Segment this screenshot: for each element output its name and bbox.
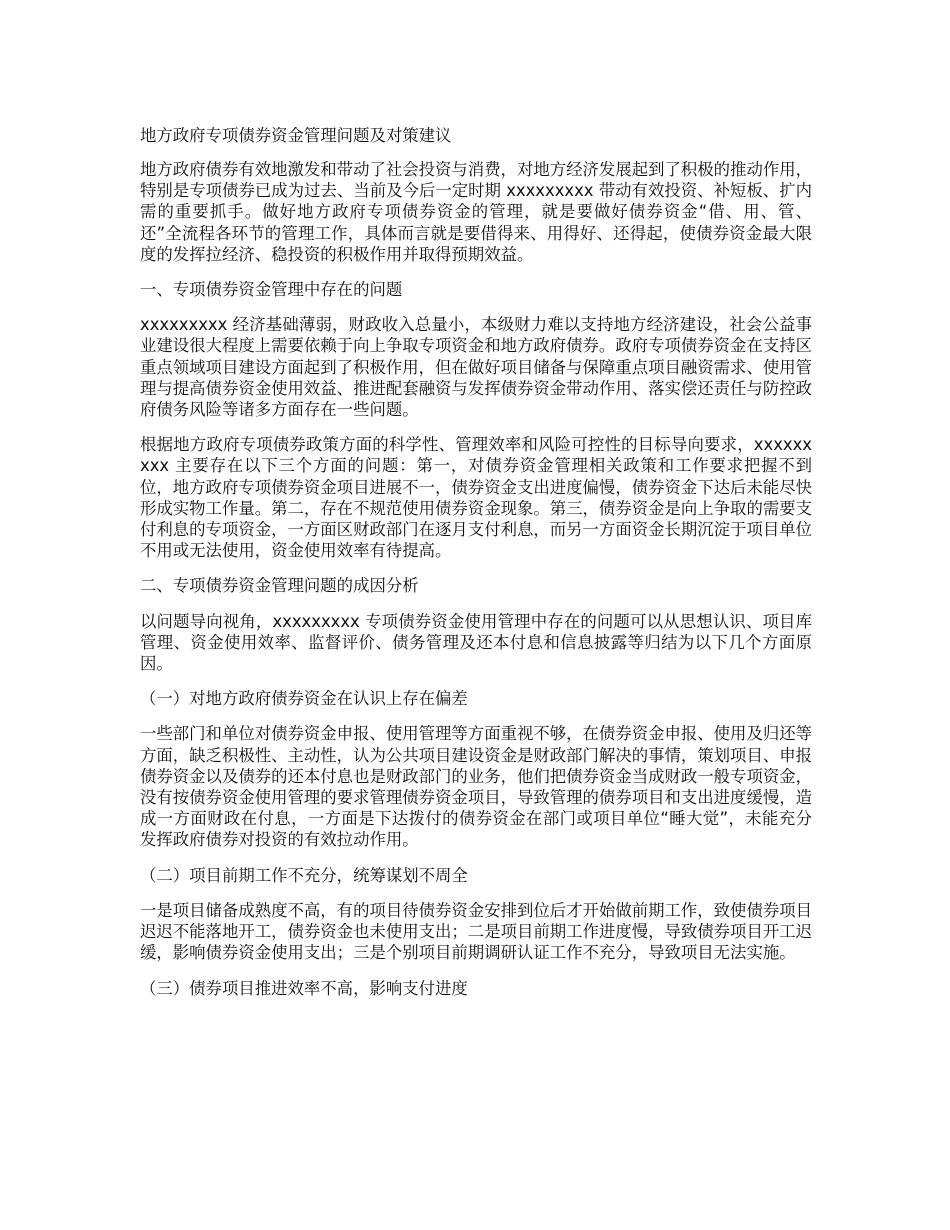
section-heading-2: 二、专项债券资金管理问题的成因分析 bbox=[140, 576, 419, 596]
subsection-heading-3: （三）债券项目推进效率不高，影响支付进度 bbox=[140, 978, 468, 998]
paragraph-cause-overview: 以问题导向视角，xxxxxxxxx 专项债券资金使用管理中存在的问题可以从思想认识、项目库管理、资金使用效率、监督评价、债务管理及还本付息和信息披露等归结为以下几个方面原因。 bbox=[140, 611, 812, 674]
document-page bbox=[140, 125, 812, 1013]
paragraph-cognition-bias: 一些部门和单位对债券资金申报、使用管理等方面重视不够，在债券资金申报、使用及归还等方面，缺乏积极性、主动性，认为公共项目建设资金是财政部门解决的事情，策划项目、申报债券资金以及债券的还本付息也是财政部门的业务，他们把债券资金当成财政一般专项资金，没有按债券资金使用管理的要求管理债券资金项目，导致管理的债券项目和支出进度缓慢，造成一方面财政在付息，一方面是下达拨付的债券资金在部门或项目单位“睡大觉”，未能充分发挥政府债券对投资的有效拉动作用。 bbox=[140, 724, 813, 850]
subsection-heading-1: （一）对地方政府债券资金在认识上存在偏差 bbox=[140, 689, 468, 709]
document-title: 地方政府专项债券资金管理问题及对策建议 bbox=[140, 126, 452, 145]
paragraph-three-problems: 根据地方政府专项债券政策方面的科学性、管理效率和风险可控性的目标导向要求，xxxxxxxxx 主要存在以下三个方面的问题：第一，对债券资金管理相关政策和工作要求把握不到位，地方政府专项债券资金项目进展不一，债券资金支出进度偏慢，债券资金下达后未能尽快形成实物工作量。第二，存在不规范使用债券资金现象。第三，债券资金是向上争取的需要支付利息的专项资金，一方面区财政部门在逐月支付利息，而另一方面资金长期沉淀于项目单位不用或无法使用，资金使用效率有待提高。 bbox=[140, 435, 813, 561]
paragraph-preliminary-work: 一是项目储备成熟度不高，有的项目待债券资金安排到位后才开始做前期工作，致使债券项目迟迟不能落地开工，债券资金也未使用支出；二是项目前期工作进度慢，导致债券项目开工迟缓，影响债券资金使用支出；三是个别项目前期调研认证工作不充分，导致项目无法实施。 bbox=[140, 900, 813, 963]
paragraph-economic-base: xxxxxxxxx 经济基础薄弱，财政收入总量小，本级财力难以支持地方经济建设，社会公益事业建设很大程度上需要依赖于向上争取专项资金和地方政府债券。政府专项债券资金在支持区重点领域项目建设方面起到了积极作用，但在做好项目储备与保障重点项目融资需求、使用管理与提高债券资金使用效益、推进配套融资与发挥债券资金带动作用、落实偿还责任与防控政府债务风险等诸多方面存在一些问题。 bbox=[140, 315, 813, 420]
section-heading-1: 一、专项债券资金管理中存在的问题 bbox=[140, 280, 403, 300]
paragraph-intro: 地方政府债券有效地激发和带动了社会投资与消费，对地方经济发展起到了积极的推动作用，特别是专项债券已成为过去、当前及今后一定时期 xxxxxxxxx 带动有效投资、补短板、扩内需的重要抓手。做好地方政府专项债券资金的管理，就是要做好债券资金“借、用、管、还”全流程各环节的管理工作，具体而言就是要借得来、用得好、还得起，使债券资金最大限度的发挥拉经济、稳投资的积极作用并取得预期效益。 bbox=[140, 160, 813, 264]
subsection-heading-2: （二）项目前期工作不充分，统筹谋划不周全 bbox=[140, 865, 468, 885]
